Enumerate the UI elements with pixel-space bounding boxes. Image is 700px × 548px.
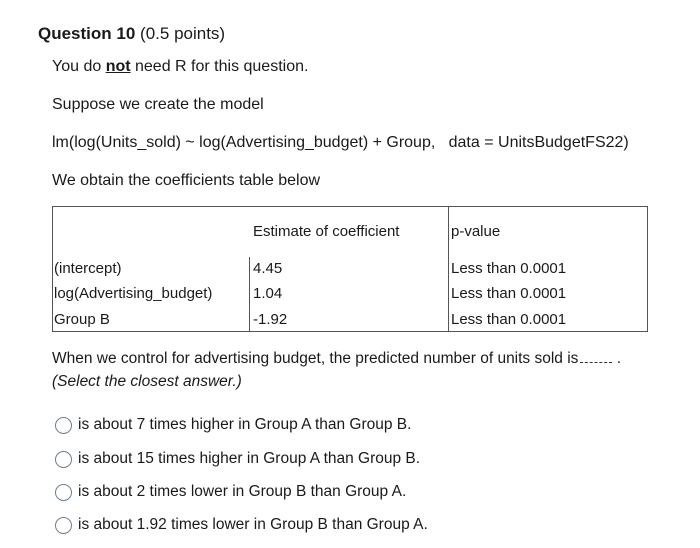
choice-option-3[interactable] bbox=[55, 483, 406, 501]
table-cell-estimate-groupb: -1.92 bbox=[253, 311, 288, 328]
choice-option-4[interactable] bbox=[55, 516, 428, 534]
table-cell-pvalue-groupb: Less than 0.0001 bbox=[451, 311, 567, 328]
table-header-pvalue: p-value bbox=[451, 223, 501, 240]
table-cell-term-groupb: Group B bbox=[54, 311, 110, 328]
table-divider-right bbox=[448, 207, 449, 331]
table-cell-estimate-budget: 1.04 bbox=[253, 285, 283, 302]
table-divider-left bbox=[249, 257, 250, 331]
radio-circle-icon[interactable] bbox=[55, 517, 72, 534]
prompt-line bbox=[52, 350, 621, 368]
coefficients-table bbox=[52, 206, 648, 332]
answer-blank bbox=[580, 352, 612, 363]
intro-line bbox=[52, 58, 308, 76]
obtain-text: We obtain the coefficients table below bbox=[52, 172, 321, 189]
choice-label: is about 2 times lower in Group B than Group A. bbox=[78, 483, 407, 500]
question-header bbox=[38, 24, 225, 44]
choice-label: is about 15 times higher in Group A than Group B. bbox=[78, 450, 421, 467]
radio-circle-icon[interactable] bbox=[55, 417, 72, 434]
table-cell-term-intercept: (intercept) bbox=[54, 260, 122, 277]
prompt-tail: . bbox=[612, 350, 622, 367]
choice-option-1[interactable] bbox=[55, 416, 411, 434]
question-points: (0.5 points) bbox=[140, 24, 226, 43]
suppose-text: Suppose we create the model bbox=[52, 96, 264, 113]
choice-label: is about 1.92 times lower in Group B than Group A. bbox=[78, 516, 428, 533]
prompt-hint: (Select the closest answer.) bbox=[52, 373, 242, 390]
intro-emphasis: not bbox=[105, 58, 131, 75]
model-text: lm(log(Units_sold) ~ log(Advertising_budget) + Group, data = UnitsBudgetFS22) bbox=[52, 134, 629, 151]
choice-option-2[interactable] bbox=[55, 450, 420, 468]
table-cell-term-budget: log(Advertising_budget) bbox=[54, 285, 213, 302]
radio-circle-icon[interactable] bbox=[55, 484, 72, 501]
table-cell-pvalue-intercept: Less than 0.0001 bbox=[451, 260, 567, 277]
prompt-main: When we control for advertising budget, the predicted number of units sold is bbox=[52, 350, 579, 367]
table-cell-pvalue-budget: Less than 0.0001 bbox=[451, 285, 567, 302]
radio-circle-icon[interactable] bbox=[55, 451, 72, 468]
choice-label: is about 7 times higher in Group A than Group B. bbox=[78, 416, 412, 433]
intro-prefix: You do bbox=[52, 58, 106, 75]
table-header-estimate: Estimate of coefficient bbox=[253, 223, 400, 240]
table-cell-estimate-intercept: 4.45 bbox=[253, 260, 283, 277]
intro-suffix: need R for this question. bbox=[130, 58, 309, 75]
question-number: Question 10 bbox=[38, 24, 136, 43]
